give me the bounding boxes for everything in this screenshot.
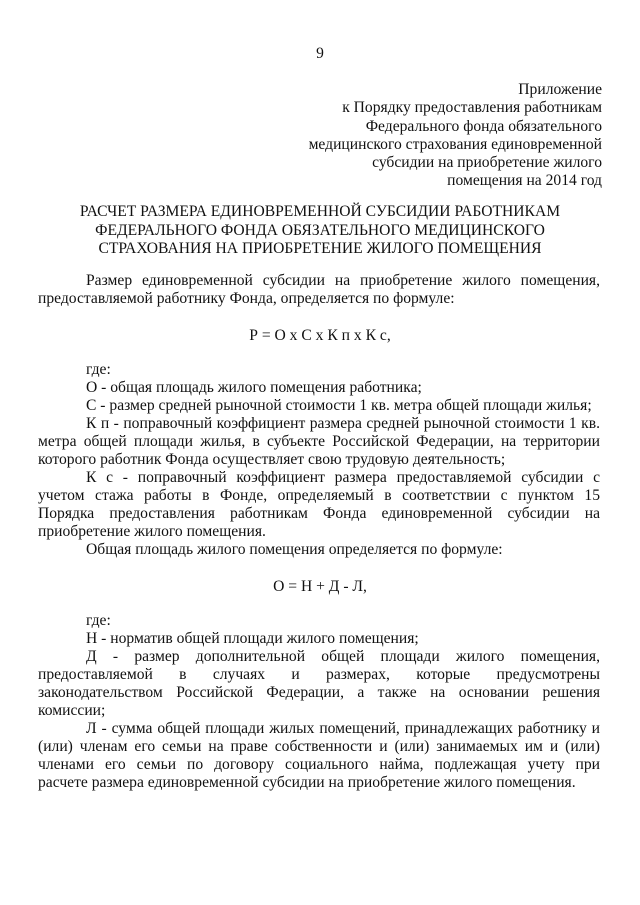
definition-kc-line-3: Порядка предоставления работникам Фонда единовременной субсидии на — [38, 505, 600, 522]
definition-d-continued — [38, 666, 600, 720]
definition-l-line-1: Л - сумма общей площади жилых помещений, принадлежащих работнику и — [86, 720, 600, 737]
appendix-header — [242, 81, 602, 191]
appendix-line: Приложение — [518, 81, 602, 98]
appendix-line: помещения на 2014 год — [447, 172, 602, 190]
definition-kc — [86, 469, 600, 487]
title-line: РАСЧЕТ РАЗМЕРА ЕДИНОВРЕМЕННОЙ СУБСИДИИ РАБОТНИКАМ — [79, 203, 561, 220]
definition-c: С - размер средней рыночной стоимости 1 кв. метра общей площади жилья; — [86, 397, 592, 414]
where-label-1: где: — [86, 361, 111, 378]
page-number: 9 — [316, 45, 324, 62]
definition-d-line-2: предоставляемой в случаях и размерах, которые предусмотрены — [38, 666, 600, 683]
definition-l — [86, 720, 600, 738]
definition-kc-line-2: учетом стажа работы в Фонде, определяемый в соответствии с пунктом 15 — [38, 487, 600, 504]
definition-l-line-4: расчете размера единовременной субсидии на приобретение жилого помещения. — [38, 774, 576, 791]
definition-kp-line-1: К п - поправочный коэффициент размера средней рыночной стоимости 1 кв. — [86, 415, 600, 432]
definition-kc-line-4: приобретение жилого помещения. — [38, 523, 266, 540]
definition-kp-line-2: метра общей площади жилья, в субъекте Российской Федерации, на территории — [38, 433, 600, 450]
definition-d-line-1: Д - размер дополнительной общей площади жилого помещения, — [86, 648, 600, 665]
definition-d-line-4: комиссии; — [38, 702, 106, 719]
definition-kc-line-1: К с - поправочный коэффициент размера предоставляемой субсидии с — [86, 469, 600, 486]
title-line: ФЕДЕРАЛЬНОГО ФОНДА ОБЯЗАТЕЛЬНОГО МЕДИЦИНСКОГО — [95, 221, 545, 239]
definition-n: Н - норматив общей площади жилого помещения; — [86, 630, 419, 647]
definition-kp — [86, 415, 600, 433]
definition-kp-continued — [38, 433, 600, 469]
formula-area: О = Н + Д - Л, — [273, 578, 367, 595]
definition-l-continued — [38, 738, 600, 792]
definition-l-line-3: членами его семьи по договору социального найма, подлежащая учету при — [38, 756, 600, 773]
intro-line-1: Размер единовременной субсидии на приобретение жилого помещения, — [86, 272, 600, 289]
appendix-line: субсидии на приобретение жилого — [372, 154, 602, 172]
definition-d-line-3: законодательством Российской Федерации, а также на основании решения — [38, 684, 600, 701]
intro-line-2: предоставляемой работнику Фонда, определяется по формуле: — [38, 290, 455, 307]
definition-kc-continued — [38, 487, 600, 541]
appendix-line: к Порядку предоставления работникам — [342, 99, 602, 117]
definition-kp-line-3: которого работник Фонда осуществляет свою трудовую деятельность; — [38, 451, 506, 468]
appendix-line: Федерального фонда обязательного — [365, 117, 602, 135]
document-title — [38, 203, 602, 259]
intro-paragraph — [86, 272, 600, 290]
formula-subsidy: Р = О х С х К п х К с, — [249, 327, 391, 344]
area-intro: Общая площадь жилого помещения определяется по формуле: — [86, 541, 503, 558]
definition-d — [86, 648, 600, 666]
title-line: СТРАХОВАНИЯ НА ПРИОБРЕТЕНИЕ ЖИЛОГО ПОМЕЩЕНИЯ — [98, 240, 542, 257]
definition-l-line-2: (или) членам его семьи на праве собственности и (или) занимаемых им и (или) — [38, 738, 600, 755]
definition-o: О - общая площадь жилого помещения работника; — [86, 379, 422, 396]
appendix-line: медицинского страхования единовременной — [308, 135, 602, 153]
where-label-2: где: — [86, 612, 111, 629]
